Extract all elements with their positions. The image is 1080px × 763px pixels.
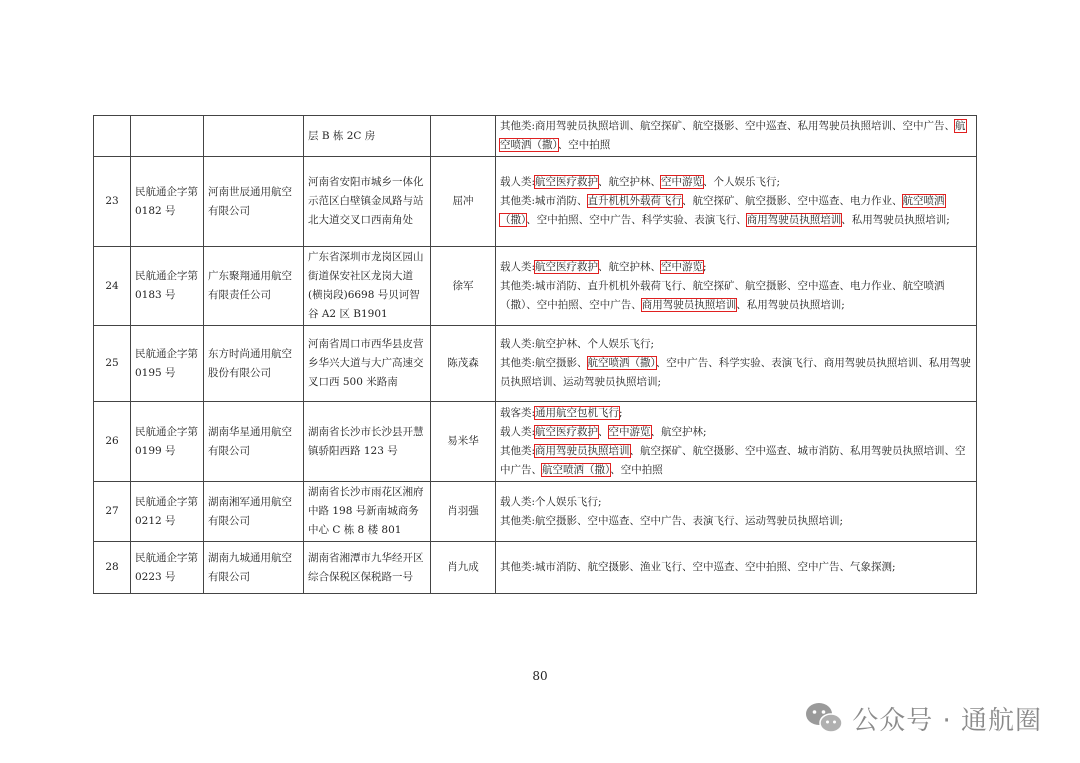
- table-row: [94, 157, 977, 247]
- business-scope: [496, 542, 977, 594]
- highlighted-item: 直升机机外载荷飞行: [587, 195, 683, 207]
- legal-representative: 屈冲: [431, 157, 496, 247]
- row-index: 27: [94, 482, 131, 542]
- row-index: 23: [94, 157, 131, 247]
- scope-text: 其他类:航空摄影、空中巡查、空中广告、表演飞行、运动驾驶员执照培训;: [500, 514, 844, 527]
- highlighted-item: 商用驾驶员执照培训: [535, 444, 630, 457]
- row-index: 24: [94, 247, 131, 326]
- table-row: [94, 116, 977, 157]
- business-scope: [496, 326, 977, 402]
- highlighted-item: 航空医疗救护: [535, 425, 599, 438]
- scope-text: 载客类:: [500, 406, 536, 419]
- table-row: [94, 326, 977, 402]
- legal-representative: [431, 116, 496, 157]
- business-scope: [496, 116, 977, 157]
- scope-text: 载人类:航空护林、个人娱乐飞行;: [500, 338, 655, 350]
- license-number: 民航通企字第 0183 号: [131, 247, 204, 326]
- business-scope: [496, 402, 977, 482]
- highlighted-item: 商用驾驶员执照培训: [641, 298, 737, 311]
- scope-text: 、航空护林、: [598, 176, 662, 188]
- table-row: [94, 542, 977, 594]
- company-name: 湖南湘军通用航空有限公司: [204, 482, 304, 542]
- license-number: 民航通企字第 0182 号: [131, 157, 204, 247]
- company-address: 河南省周口市西华县皮营乡华兴大道与大广高速交叉口西 500 米路南: [304, 326, 431, 402]
- scope-text: 、: [598, 425, 609, 438]
- highlighted-item: 航空喷洒（撒）: [542, 463, 611, 476]
- scope-text: 其他类:: [500, 444, 536, 457]
- scope-text: 、个人娱乐飞行;: [703, 176, 781, 188]
- company-address: 湖南省长沙市雨花区湘府中路 198 号新南城商务中心 C 栋 8 楼 801: [304, 482, 431, 542]
- scope-text: 、空中拍照: [610, 463, 663, 476]
- page-number: 80: [532, 669, 548, 683]
- scope-text: 、航空护林;: [650, 425, 707, 438]
- table-row: [94, 247, 977, 326]
- legal-representative: 徐军: [431, 247, 496, 326]
- company-name: 湖南九城通用航空有限公司: [204, 542, 304, 594]
- scope-text: 、空中拍照、空中广告、科学实验、表演飞行、: [526, 214, 747, 226]
- company-address: 湖南省湘潭市九华经开区综合保税区保税路一号: [304, 542, 431, 594]
- scope-text: 、空中广告、科学实验、表演飞行、商用驾驶员执照培训、私用驾驶员执照培训、运动驾驶员执照培训;: [500, 357, 971, 388]
- row-index: 28: [94, 542, 131, 594]
- table-row: [94, 402, 977, 482]
- scope-text: 载人类:: [500, 425, 536, 438]
- business-scope: [496, 157, 977, 247]
- highlighted-item: 航空医疗救护: [535, 176, 599, 188]
- legal-representative: 易米华: [431, 402, 496, 482]
- license-number: 民航通企字第 0199 号: [131, 402, 204, 482]
- scope-text: 其他类:航空摄影、: [500, 357, 588, 369]
- company-address: 湖南省长沙市长沙县开慧镇骄阳西路 123 号: [304, 402, 431, 482]
- highlighted-item: 航空喷洒（撒）: [500, 195, 945, 226]
- scope-text: ;: [703, 260, 707, 273]
- highlighted-item: 商用驾驶员执照培训: [746, 214, 842, 226]
- wechat-icon: [804, 701, 844, 735]
- scope-text: 、私用驾驶员执照培训;: [841, 214, 950, 226]
- scope-text: 其他类:城市消防、直升机机外载荷飞行、航空探矿、航空摄影、空中巡查、电力作业、航空喷洒（撒）、空中拍照、空中广告、: [500, 279, 945, 311]
- scope-text: 、航空探矿、航空摄影、空中巡查、城市消防、私用驾驶员执照培训、空中广告、: [500, 444, 966, 476]
- company-table: [93, 115, 977, 594]
- scope-text: 、私用驾驶员执照培训;: [736, 298, 845, 311]
- legal-representative: 陈茂森: [431, 326, 496, 402]
- highlighted-item: 空中游览: [661, 176, 704, 188]
- scope-text: 载人类:: [500, 176, 536, 188]
- company-address: 河南省安阳市城乡一体化示范区白壁镇金凤路与站北大道交叉口西南角处: [304, 157, 431, 247]
- scope-text: 载人类:个人娱乐飞行;: [500, 495, 602, 508]
- highlighted-item: 通用航空包机飞行: [535, 406, 620, 419]
- license-number: [131, 116, 204, 157]
- scope-text: 、航空护林、: [598, 260, 662, 273]
- company-name: 东方时尚通用航空股份有限公司: [204, 326, 304, 402]
- legal-representative: 肖九成: [431, 542, 496, 594]
- scope-text: 、航空探矿、航空摄影、空中巡查、电力作业、: [682, 195, 903, 207]
- watermark-text: 公众号 · 通航圈: [852, 705, 1042, 736]
- company-name: 广东聚翔通用航空有限责任公司: [204, 247, 304, 326]
- highlighted-item: 航空喷洒（撒）: [500, 120, 966, 151]
- table-row: [94, 482, 977, 542]
- business-scope: [496, 247, 977, 326]
- scope-text: 载人类:: [500, 260, 536, 273]
- scope-text: 其他类:商用驾驶员执照培训、航空探矿、航空摄影、空中巡查、私用驾驶员执照培训、空中广告、: [500, 120, 956, 132]
- row-index: [94, 116, 131, 157]
- highlighted-item: 航空医疗救护: [535, 260, 599, 273]
- company-address: 广东省深圳市龙岗区园山街道保安社区龙岗大道(横岗段)6698 号贝诃智谷 A2 区 B1901: [304, 247, 431, 326]
- highlighted-item: 空中游览: [661, 260, 704, 273]
- license-number: 民航通企字第 0223 号: [131, 542, 204, 594]
- company-name: 河南世辰通用航空有限公司: [204, 157, 304, 247]
- license-number: 民航通企字第 0195 号: [131, 326, 204, 402]
- row-index: 26: [94, 402, 131, 482]
- company-address: 层 B 栋 2C 房: [304, 116, 431, 157]
- scope-text: 其他类:城市消防、航空摄影、渔业飞行、空中巡查、空中拍照、空中广告、气象探测;: [500, 561, 896, 573]
- scope-text: ;: [619, 406, 623, 419]
- scope-text: 其他类:城市消防、: [500, 195, 588, 207]
- business-scope: [496, 482, 977, 542]
- license-number: 民航通企字第 0212 号: [131, 482, 204, 542]
- watermark: [804, 697, 1042, 739]
- scope-text: 、空中拍照: [557, 139, 611, 151]
- highlighted-item: 空中游览: [608, 425, 651, 438]
- company-name: 湖南华星通用航空有限公司: [204, 402, 304, 482]
- highlighted-item: 航空喷洒（撒）: [587, 357, 656, 369]
- legal-representative: 肖羽强: [431, 482, 496, 542]
- row-index: 25: [94, 326, 131, 402]
- company-name: [204, 116, 304, 157]
